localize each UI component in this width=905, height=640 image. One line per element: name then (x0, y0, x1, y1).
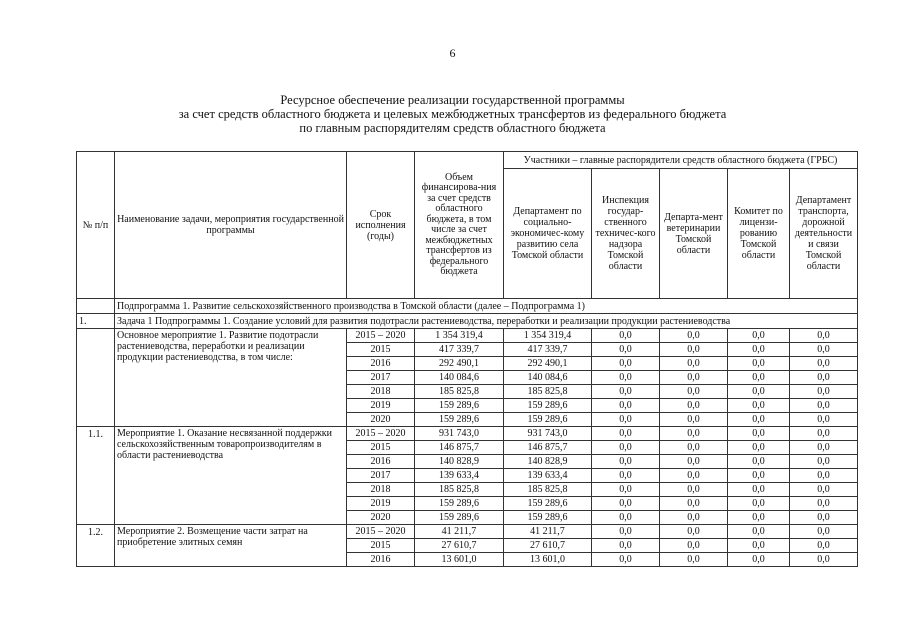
header-dept-inspection: Инспекция государ-ственного техничес-кого надзора Томской области (592, 169, 660, 299)
cell-dept5: 0,0 (790, 371, 858, 385)
cell-year: 2016 (347, 553, 415, 567)
header-num: № п/п (77, 152, 115, 299)
cell-dept1: 13 601,0 (504, 553, 592, 567)
cell-dept5: 0,0 (790, 511, 858, 525)
cell-dept1: 417 339,7 (504, 343, 592, 357)
cell-year: 2018 (347, 385, 415, 399)
cell-total: 41 211,7 (415, 525, 504, 539)
cell-total: 146 875,7 (415, 441, 504, 455)
cell-year: 2017 (347, 469, 415, 483)
cell-year: 2015 – 2020 (347, 427, 415, 441)
cell-dept5: 0,0 (790, 455, 858, 469)
cell-dept1: 159 289,6 (504, 511, 592, 525)
cell-dept3: 0,0 (660, 371, 728, 385)
document-title (0, 93, 905, 135)
group-name: Мероприятие 1. Оказание несвязанной поддержки сельскохозяйственным товаропроизводителям в области растениеводства (115, 427, 347, 525)
cell-total: 159 289,6 (415, 413, 504, 427)
cell-dept1: 159 289,6 (504, 399, 592, 413)
title-line-1: Ресурсное обеспечение реализации государственной программы (280, 93, 625, 107)
cell-dept3: 0,0 (660, 385, 728, 399)
cell-dept5: 0,0 (790, 469, 858, 483)
cell-dept4: 0,0 (728, 497, 790, 511)
header-dept-veterinary: Департа-мент ветеринарии Томской области (660, 169, 728, 299)
cell-dept5: 0,0 (790, 483, 858, 497)
cell-year: 2015 – 2020 (347, 525, 415, 539)
cell-dept1: 931 743,0 (504, 427, 592, 441)
cell-dept2: 0,0 (592, 497, 660, 511)
cell-dept3: 0,0 (660, 511, 728, 525)
header-volume: Объем финансирова-ния за счет средств областного бюджета, в том числе за счет межбюджетных трансфертов из федерального бюджета (415, 152, 504, 299)
cell-dept1: 185 825,8 (504, 385, 592, 399)
subprogram-num (77, 299, 115, 314)
cell-dept1: 185 825,8 (504, 483, 592, 497)
cell-total: 292 490,1 (415, 357, 504, 371)
cell-dept1: 159 289,6 (504, 413, 592, 427)
cell-dept2: 0,0 (592, 399, 660, 413)
cell-total: 159 289,6 (415, 399, 504, 413)
cell-dept1: 146 875,7 (504, 441, 592, 455)
cell-dept4: 0,0 (728, 329, 790, 343)
cell-year: 2016 (347, 357, 415, 371)
cell-total: 417 339,7 (415, 343, 504, 357)
cell-dept5: 0,0 (790, 497, 858, 511)
cell-dept2: 0,0 (592, 539, 660, 553)
table-row (77, 329, 858, 343)
cell-dept2: 0,0 (592, 427, 660, 441)
cell-total: 185 825,8 (415, 385, 504, 399)
cell-dept5: 0,0 (790, 413, 858, 427)
cell-year: 2020 (347, 511, 415, 525)
cell-dept3: 0,0 (660, 413, 728, 427)
cell-year: 2015 – 2020 (347, 329, 415, 343)
header-dept-transport: Департамент транспорта, дорожной деятельности и связи Томской области (790, 169, 858, 299)
task-title: Задача 1 Подпрограммы 1. Создание условий для развития подотрасли растениеводства, переработки и реализации продукции растениеводства (115, 314, 858, 329)
cell-total: 185 825,8 (415, 483, 504, 497)
cell-dept2: 0,0 (592, 385, 660, 399)
title-line-2: за счет средств областного бюджета и целевых межбюджетных трансфертов из федерального бюджета (178, 107, 727, 121)
cell-dept3: 0,0 (660, 455, 728, 469)
cell-dept3: 0,0 (660, 553, 728, 567)
cell-dept5: 0,0 (790, 525, 858, 539)
cell-year: 2015 (347, 441, 415, 455)
cell-dept3: 0,0 (660, 399, 728, 413)
subprogram-title: Подпрограмма 1. Развитие сельскохозяйственного производства в Томской области (далее – Подпрограмма 1) (115, 299, 858, 314)
header-participants: Участники – главные распорядители средств областного бюджета (ГРБС) (504, 152, 858, 169)
cell-dept5: 0,0 (790, 385, 858, 399)
cell-dept4: 0,0 (728, 469, 790, 483)
cell-dept5: 0,0 (790, 399, 858, 413)
header-name: Наименование задачи, мероприятия государственной программы (115, 152, 347, 299)
cell-dept2: 0,0 (592, 343, 660, 357)
cell-dept5: 0,0 (790, 427, 858, 441)
cell-dept4: 0,0 (728, 371, 790, 385)
group-num: 1.1. (77, 427, 115, 525)
cell-dept3: 0,0 (660, 329, 728, 343)
cell-dept1: 139 633,4 (504, 469, 592, 483)
cell-dept3: 0,0 (660, 441, 728, 455)
group-name: Мероприятие 2. Возмещение части затрат на приобретение элитных семян (115, 525, 347, 567)
cell-year: 2019 (347, 497, 415, 511)
budget-table (76, 151, 858, 567)
cell-dept4: 0,0 (728, 525, 790, 539)
cell-dept4: 0,0 (728, 553, 790, 567)
cell-dept4: 0,0 (728, 539, 790, 553)
header-dept-licensing: Комитет по лицензи-рованию Томской области (728, 169, 790, 299)
cell-dept2: 0,0 (592, 371, 660, 385)
cell-dept5: 0,0 (790, 343, 858, 357)
cell-dept4: 0,0 (728, 413, 790, 427)
header-dept-social-economic: Департамент по социально-экономичес-кому развитию села Томской области (504, 169, 592, 299)
cell-total: 931 743,0 (415, 427, 504, 441)
cell-dept2: 0,0 (592, 441, 660, 455)
cell-total: 13 601,0 (415, 553, 504, 567)
cell-dept5: 0,0 (790, 329, 858, 343)
cell-dept3: 0,0 (660, 343, 728, 357)
cell-total: 139 633,4 (415, 469, 504, 483)
cell-dept2: 0,0 (592, 469, 660, 483)
cell-dept3: 0,0 (660, 469, 728, 483)
cell-dept4: 0,0 (728, 343, 790, 357)
cell-year: 2019 (347, 399, 415, 413)
cell-year: 2015 (347, 539, 415, 553)
cell-dept4: 0,0 (728, 441, 790, 455)
cell-dept5: 0,0 (790, 357, 858, 371)
cell-dept4: 0,0 (728, 427, 790, 441)
table-row (77, 525, 858, 539)
cell-dept2: 0,0 (592, 329, 660, 343)
cell-dept5: 0,0 (790, 441, 858, 455)
cell-dept2: 0,0 (592, 553, 660, 567)
cell-dept2: 0,0 (592, 413, 660, 427)
cell-year: 2017 (347, 371, 415, 385)
cell-dept4: 0,0 (728, 483, 790, 497)
group-num (77, 329, 115, 427)
cell-dept1: 140 084,6 (504, 371, 592, 385)
cell-dept4: 0,0 (728, 455, 790, 469)
cell-dept3: 0,0 (660, 427, 728, 441)
cell-dept2: 0,0 (592, 357, 660, 371)
cell-year: 2015 (347, 343, 415, 357)
cell-dept3: 0,0 (660, 483, 728, 497)
task-num: 1. (77, 314, 115, 329)
table-row (77, 427, 858, 441)
cell-dept3: 0,0 (660, 357, 728, 371)
cell-total: 140 084,6 (415, 371, 504, 385)
cell-dept3: 0,0 (660, 497, 728, 511)
cell-dept1: 159 289,6 (504, 497, 592, 511)
cell-dept3: 0,0 (660, 525, 728, 539)
cell-dept2: 0,0 (592, 511, 660, 525)
cell-dept4: 0,0 (728, 399, 790, 413)
cell-dept4: 0,0 (728, 357, 790, 371)
cell-dept1: 27 610,7 (504, 539, 592, 553)
cell-dept1: 292 490,1 (504, 357, 592, 371)
cell-dept2: 0,0 (592, 483, 660, 497)
cell-year: 2020 (347, 413, 415, 427)
cell-year: 2018 (347, 483, 415, 497)
cell-dept3: 0,0 (660, 539, 728, 553)
cell-total: 140 828,9 (415, 455, 504, 469)
cell-dept5: 0,0 (790, 553, 858, 567)
cell-total: 27 610,7 (415, 539, 504, 553)
cell-dept1: 41 211,7 (504, 525, 592, 539)
cell-dept2: 0,0 (592, 525, 660, 539)
cell-total: 159 289,6 (415, 511, 504, 525)
group-num: 1.2. (77, 525, 115, 567)
cell-dept4: 0,0 (728, 511, 790, 525)
group-name: Основное мероприятие 1. Развитие подотрасли растениеводства, переработки и реализации продукции растениеводства, в том числе: (115, 329, 347, 427)
cell-dept2: 0,0 (592, 455, 660, 469)
cell-dept4: 0,0 (728, 385, 790, 399)
cell-total: 159 289,6 (415, 497, 504, 511)
cell-dept5: 0,0 (790, 539, 858, 553)
page-number: 6 (449, 46, 456, 60)
cell-total: 1 354 319,4 (415, 329, 504, 343)
cell-dept1: 1 354 319,4 (504, 329, 592, 343)
cell-dept1: 140 828,9 (504, 455, 592, 469)
title-line-3: по главным распорядителям средств областного бюджета (299, 121, 606, 135)
header-period: Срок исполнения (годы) (347, 152, 415, 299)
cell-year: 2016 (347, 455, 415, 469)
